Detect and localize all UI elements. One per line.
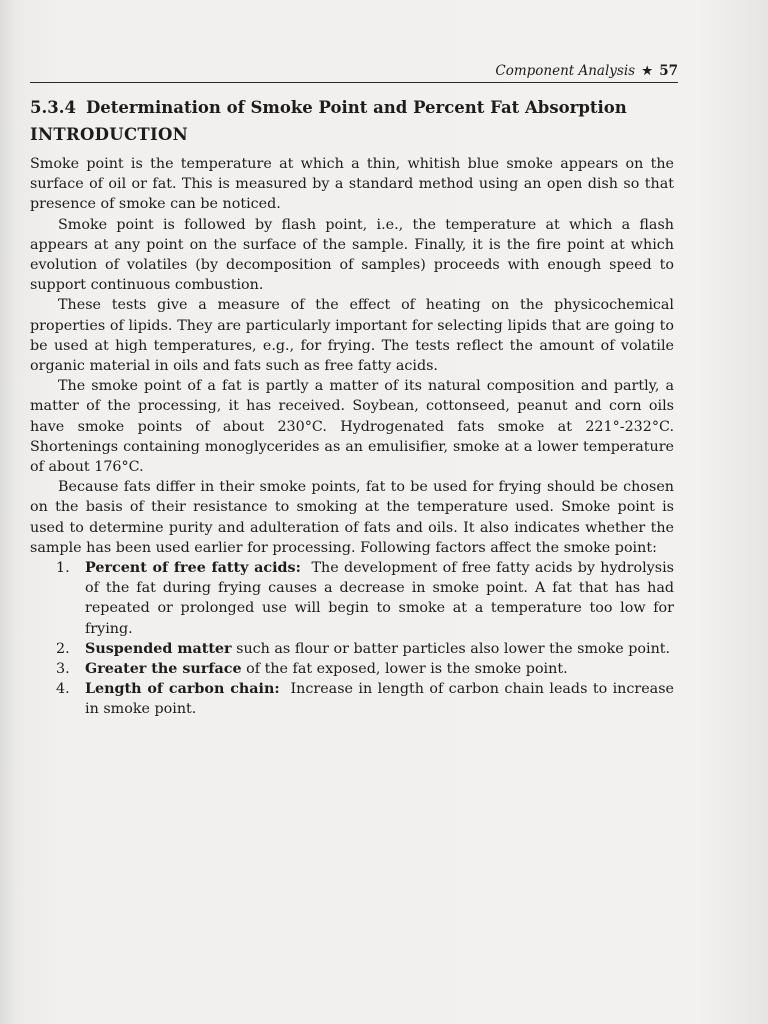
paragraph: Smoke point is the temperature at which a thin, whitish blue smoke appears on the surface of oil or fat. This is measured by a standard method using an open dish so that presence of smoke can be noticed. (30, 156, 674, 213)
factors-list (30, 558, 674, 720)
list-item (30, 558, 674, 639)
section-title: Determination of Smoke Point and Percent Fat Absorption (85, 98, 627, 117)
section-number: 5.3.4 (30, 98, 76, 117)
list-item (30, 639, 674, 659)
list-item-text: Increase in length of carbon chain leads to increase in smoke point. (85, 681, 675, 718)
paragraph: Smoke point is followed by flash point, i.e., the temperature at which a flash appears at any point on the surface of the sample. Finally, it is the fire point at which evolution of volatiles (by decomposition of samples) proceeds with enough speed to support continuous combustion. (30, 216, 674, 294)
list-item-term: Greater the surface (85, 661, 242, 678)
star-icon: ★ (641, 63, 654, 79)
list-item-term: Suspended matter (85, 640, 232, 657)
list-item-term: Percent of free fatty acids: (85, 560, 301, 577)
list-item (30, 679, 674, 719)
list-item-number: 4. (56, 681, 70, 698)
list-item-text: The development of free fatty acids by hydrolysis of the fat during frying causes a decrease in smoke point. A fat that has had repeated or prolonged use will begin to smoke at a temperature too low for frying. (85, 560, 675, 637)
running-header (30, 62, 678, 83)
page-number: 57 (659, 63, 678, 79)
paragraph: The smoke point of a fat is partly a matter of its natural composition and partly, a matter of the processing, it has received. Soybean, cottonseed, peanut and corn oils have smoke points of about 230°C. Hydrogenated fats smoke at 221°-232°C. Shortenings containing monoglycerides as an emulisifier, smoke at a lower temperature of about 176°C. (30, 378, 674, 476)
paragraph: Because fats differ in their smoke points, fat to be used for frying should be chosen on the basis of their resistance to smoking at the temperature used. Smoke point is used to determine purity and adulteration of fats and oils. It also indicates whether the sample has been used earlier for processing. Following factors affect the smoke point: (30, 479, 674, 556)
list-item-term: Length of carbon chain: (85, 681, 280, 698)
paragraph: These tests give a measure of the effect of heating on the physicochemical properties of lipids. They are particularly important for selecting lipids that are going to be used at high temperatures, e.g., for frying. The tests reflect the amount of volatile organic material in oils and fats such as free fatty acids. (30, 297, 674, 375)
list-item-text: such as flour or batter particles also lower the smoke point. (236, 640, 671, 657)
introduction-heading: INTRODUCTION (30, 125, 189, 144)
list-item-number: 1. (56, 560, 70, 577)
section-heading (30, 97, 690, 119)
list-item (30, 659, 674, 679)
list-item-number: 2. (56, 640, 70, 657)
body-text (30, 154, 674, 720)
list-item-text: of the fat exposed, lower is the smoke point. (246, 661, 568, 678)
running-title: Component Analysis (495, 63, 636, 79)
list-item-number: 3. (56, 661, 70, 678)
